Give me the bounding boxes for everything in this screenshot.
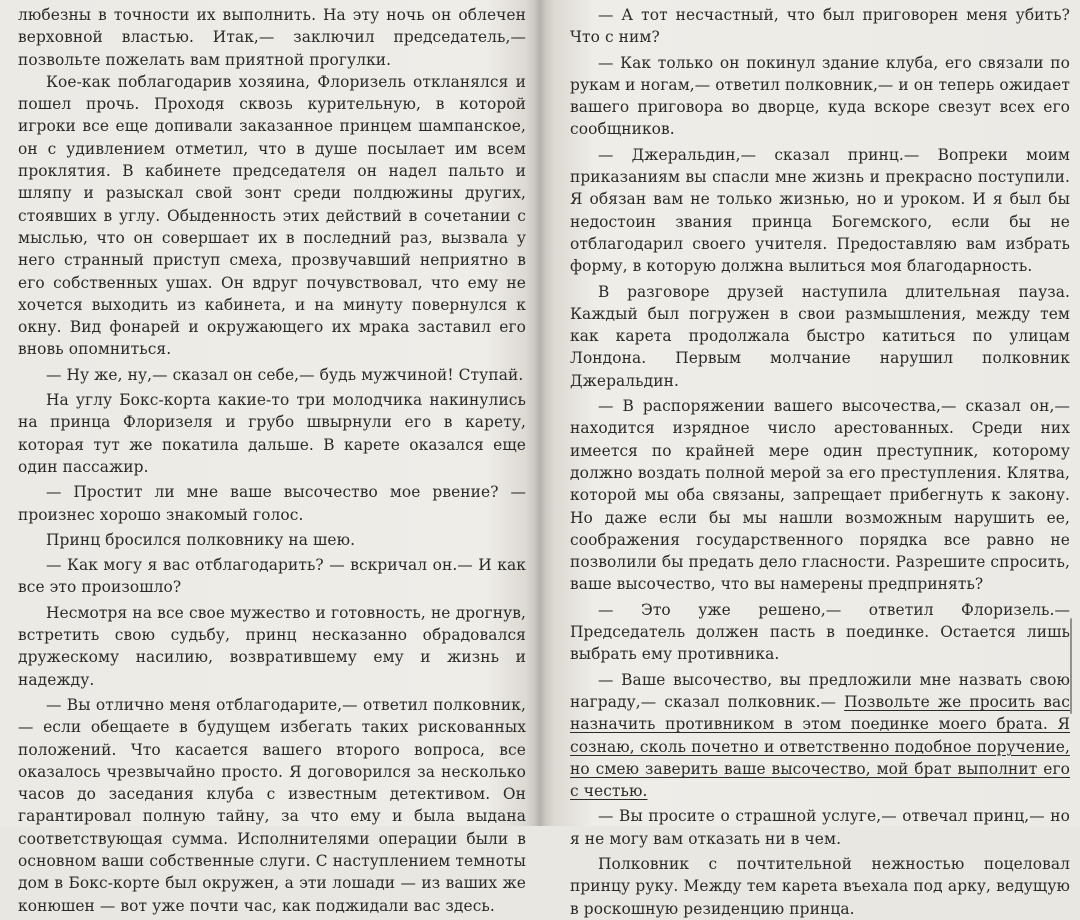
underlined-paragraph [570, 669, 1070, 803]
paragraph: — Джеральдин,— сказал принц.— Вопреки моим приказаниям вы спасли мне жизнь и прекрасно поступили. Я обязан вам не только жизнью, но и уроком. И я был бы недостоин звания принца Богемского, если бы не отблагодарил своего учителя. Предоставляю вам избрать форму, в которую должна вылиться моя благодарность. [570, 145, 1070, 276]
paragraph: — Вы отлично меня отблагодарите,— ответил полковник,— если обещаете в будущем избегать таких рискованных положений. Что касается вашего второго вопроса, все оказалось чрезвычайно просто. Я договорился за несколько часов до заседания клуба с известным детективом. Он гарантировал полную тайну, за что ему и была выдана соответствующая сумма. Исполнителями операции были в основном ваши собственные слуги. С наступлением темноты дом в Бокс-корте был окружен, а эти лошади — из ваших же конюшен — вот уже почти час, как поджидали вас здесь. [18, 695, 526, 915]
paragraph: — Простит ли мне ваше высочество мое рвение? — произнес хорошо знакомый голос. [18, 483, 526, 524]
paragraph: Кое-как поблагодарив хозяина, Флоризель откланялся и пошел прочь. Проходя сквозь курительную, в которой игроки все еще допивали заказанное принцем шампанское, он с удивлением отметил, что в душе посылает им всем проклятия. В кабинете председателя он надел пальто и шляпу и разыскал свой зонт среди полдюжины других, стоявших в углу. Обыденность этих действий в сочетании с мыслью, что он совершает их в последний раз, вызвала у него странный приступ смеха, прозвучавший неприятно в его собственных ушах. Он вдруг почувствовал, что ему не хочется выходить из кабинета, и на минуту повернулся к окну. Вид фонарей и окружающего их мрака заставил его вновь опомниться. [18, 72, 526, 359]
paragraph: — Это уже решено,— ответил Флоризель.— Председатель должен пасть в поединке. Остается лишь выбрать ему противника. [570, 600, 1070, 664]
paragraph: — А тот несчастный, что был приговорен меня убить? Что с ним? [570, 6, 1070, 47]
paragraph: — Ну же, ну,— сказал он себе,— будь мужчиной! Ступай. [46, 365, 524, 384]
paragraph: — Как только он покинул здание клуба, его связали по рукам и ногам,— ответил полковник,— и он теперь ожидает вашего приговора во дворце, куда вскоре свезут всех его сообщников. [570, 53, 1070, 139]
paragraph: На углу Бокс-корта какие-то три молодчика накинулись на принца Флоризеля и грубо швырнули его в карету, которая тут же покатила дальше. В карете оказался еще один пассажир. [18, 391, 526, 476]
paragraph: В разговоре друзей наступила длительная пауза. Каждый был погружен в свои размышления, между тем как карета продолжала быстро катиться по улицам Лондона. Первым молчание нарушил полковник Джеральдин. [570, 282, 1070, 390]
paragraph: — В распоряжении вашего высочества,— сказал он,— находится изрядное число арестованных. Среди них имеется по крайней мере один преступник, которому должно воздать полной мерой за его преступления. Клятва, которой мы оба связаны, запрещает прибегнуть к закону. Но даже если бы мы нашли возможным нарушить ее, соображения государственного порядка все равно не позволили бы предать дело гласности. Разрешите спросить, ваше высочество, что вы намерены предпринять? [570, 397, 1070, 594]
underlined-passage: Позвольте же просить вас назначить противником в этом поединке моего брата. Я сознаю, сколь почетно и ответственно подобное поручение, но смею заверить ваше высочество, мой брат выполнит его с честью. [570, 692, 1070, 801]
paragraph-lead: — Ваше высочество, вы предложили мне назвать свою награду,— сказал полковник.— [570, 670, 1070, 711]
pencil-margin-mark [1070, 618, 1072, 714]
right-page-text [570, 4, 1070, 920]
gutter-shadow [526, 0, 540, 826]
paragraph: — Как могу я вас отблагодарить? — вскричал он.— И как все это произошло? [18, 556, 526, 597]
left-page-text [18, 4, 526, 917]
paragraph: — Вы просите о страшной услуге,— отвечал принц,— но я не могу вам отказать ни в чем. [570, 807, 1070, 848]
paragraph: Полковник с почтительной нежностью поцеловал принцу руку. Между тем карета въехала под арку, ведущую в роскошную резиденцию принца. [570, 854, 1070, 918]
paragraph: Принц бросился полковнику на шею. [46, 530, 356, 549]
paragraph: любезны в точности их выполнить. На эту ночь он облечен верховной властью. Итак,— заключил председатель,— позвольте пожелать вам приятной прогулки. [18, 6, 526, 69]
gutter-shadow [540, 0, 554, 826]
right-page [540, 0, 1080, 918]
left-page [0, 0, 540, 915]
paragraph: Несмотря на все свое мужество и готовность, не дрогнув, встретить свою судьбу, принц несказанно обрадовался дружескому насилию, возвратившему ему и жизнь и надежду. [18, 603, 526, 689]
